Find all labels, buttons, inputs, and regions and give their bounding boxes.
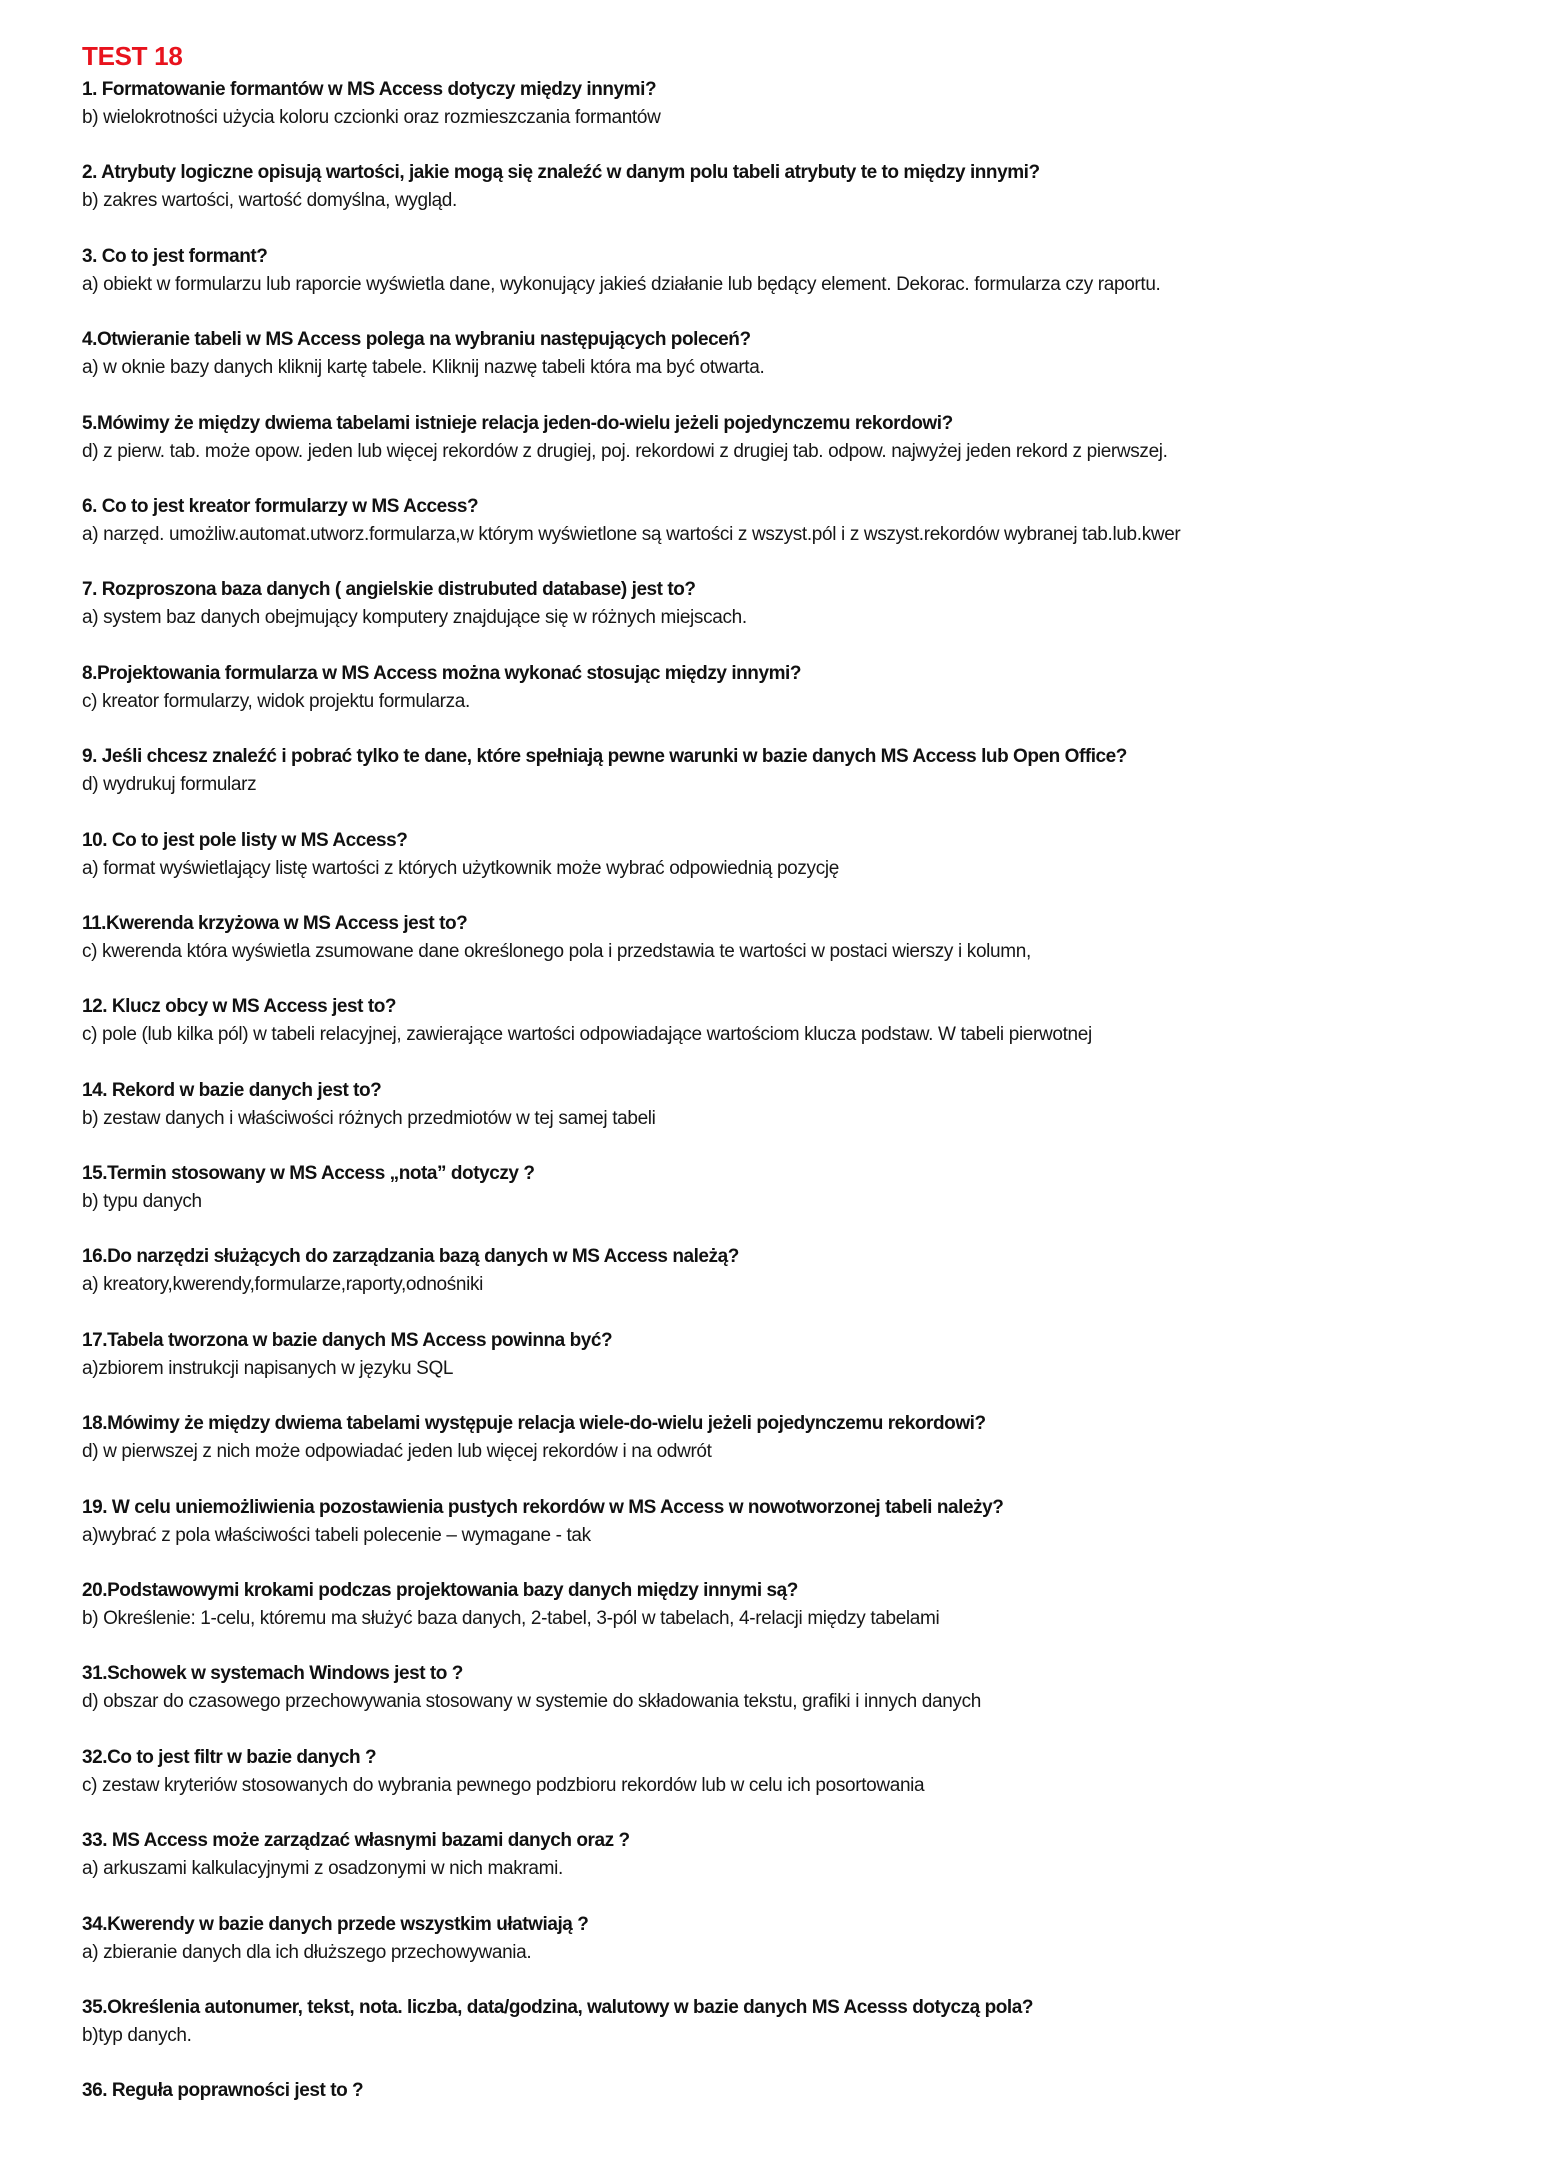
answer-text: a) arkuszami kalkulacyjnymi z osadzonymi w nich makrami. (82, 1858, 563, 1880)
question-text: 11.Kwerenda krzyżowa w MS Access jest to? (82, 912, 468, 934)
answer-text: a) kreatory,kwerendy,formularze,raporty,odnośniki (82, 1274, 484, 1296)
qa-item-18 (82, 1410, 1502, 1493)
answer-text: a) w oknie bazy danych kliknij kartę tabele. Kliknij nazwę tabeli która ma być otwarta. (82, 357, 765, 379)
question-text: 31.Schowek w systemach Windows jest to ? (82, 1663, 463, 1685)
qa-item-9 (82, 743, 1502, 826)
qa-item-19 (82, 1494, 1502, 1577)
question-text: 3. Co to jest formant? (82, 245, 268, 267)
qa-item-12 (82, 993, 1502, 1076)
qa-item-33 (82, 1827, 1502, 1910)
document-title: TEST 18 (82, 41, 183, 71)
qa-item-15 (82, 1160, 1502, 1243)
question-text: 9. Jeśli chcesz znaleźć i pobrać tylko te dane, które spełniają pewne warunki w bazie danych MS Access lub Open Office? (82, 746, 1127, 768)
question-text: 5.Mówimy że między dwiema tabelami istnieje relacja jeden-do-wielu jeżeli pojedynczemu rekordowi? (82, 412, 953, 434)
answer-text: d) w pierwszej z nich może odpowiadać jeden lub więcej rekordów i na odwrót (82, 1441, 712, 1463)
question-text: 6. Co to jest kreator formularzy w MS Access? (82, 495, 479, 517)
question-text: 10. Co to jest pole listy w MS Access? (82, 829, 408, 851)
question-text: 17.Tabela tworzona w bazie danych MS Access powinna być? (82, 1329, 613, 1351)
question-text: 18.Mówimy że między dwiema tabelami występuje relacja wiele-do-wielu jeżeli pojedynczemu rekordowi? (82, 1413, 986, 1435)
answer-text: a) obiekt w formularzu lub raporcie wyświetla dane, wykonujący jakieś działanie lub będący element. Dekorac. formularza czy raportu. (82, 273, 1161, 295)
answer-text: d) obszar do czasowego przechowywania stosowany w systemie do składowania tekstu, grafiki i innych danych (82, 1691, 981, 1713)
answer-text: d) z pierw. tab. może opow. jeden lub więcej rekordów z drugiej, poj. rekordowi z drugiej tab. odpow. najwyżej jeden rekord z pierwszej. (82, 440, 1168, 462)
answer-text: b) Określenie: 1-celu, któremu ma służyć baza danych, 2-tabel, 3-pól w tabelach, 4-relacji między tabelami (82, 1608, 940, 1630)
answer-text: d) wydrukuj formularz (82, 774, 257, 796)
question-text: 19. W celu uniemożliwienia pozostawienia pustych rekordów w MS Access w nowotworzonej tabeli należy? (82, 1496, 1004, 1518)
answer-text: b)typ danych. (82, 2024, 192, 2046)
qa-item-4 (82, 326, 1502, 409)
question-text: 7. Rozproszona baza danych ( angielskie distrubuted database) jest to? (82, 579, 696, 601)
question-list (82, 76, 1502, 2161)
question-text: 34.Kwerendy w bazie danych przede wszystkim ułatwiają ? (82, 1913, 589, 1935)
answer-text: c) kwerenda która wyświetla zsumowane dane określonego pola i przedstawia te wartości w postaci wierszy i kolumn, (82, 940, 1031, 962)
qa-item-35 (82, 1994, 1502, 2077)
qa-item-5 (82, 410, 1502, 493)
question-text: 14. Rekord w bazie danych jest to? (82, 1079, 382, 1101)
answer-text: a)zbiorem instrukcji napisanych w języku SQL (82, 1357, 454, 1379)
qa-item-36 (82, 2077, 1502, 2160)
answer-text: b) zakres wartości, wartość domyślna, wygląd. (82, 190, 457, 212)
qa-item-6 (82, 493, 1502, 576)
qa-item-8 (82, 660, 1502, 743)
answer-text: a) narzęd. umożliw.automat.utworz.formularza,w którym wyświetlone są wartości z wszyst.pól i z wszyst.rekordów wybranej tab.lub.kwer (82, 523, 1181, 545)
answer-text: c) kreator formularzy, widok projektu formularza. (82, 690, 470, 712)
qa-item-10 (82, 827, 1502, 910)
answer-text: a)wybrać z pola właściwości tabeli polecenie – wymagane - tak (82, 1524, 591, 1546)
question-text: 2. Atrybuty logiczne opisują wartości, jakie mogą się znaleźć w danym polu tabeli atrybuty te to między innymi? (82, 162, 1040, 184)
qa-item-32 (82, 1744, 1502, 1827)
qa-item-3 (82, 243, 1502, 326)
question-text: 1. Formatowanie formantów w MS Access dotyczy między innymi? (82, 79, 657, 100)
qa-item-31 (82, 1660, 1502, 1743)
question-text: 20.Podstawowymi krokami podczas projektowania bazy danych między innymi są? (82, 1580, 798, 1602)
qa-item-2 (82, 159, 1502, 242)
answer-text: b) zestaw danych i właściwości różnych przedmiotów w tej samej tabeli (82, 1107, 656, 1129)
question-text: 4.Otwieranie tabeli w MS Access polega na wybraniu następujących poleceń? (82, 329, 751, 351)
question-text: 32.Co to jest filtr w bazie danych ? (82, 1746, 377, 1768)
answer-text: a) zbieranie danych dla ich dłuższego przechowywania. (82, 1941, 532, 1963)
answer-text: a) system baz danych obejmujący komputery znajdujące się w różnych miejscach. (82, 607, 747, 629)
qa-item-14 (82, 1077, 1502, 1160)
qa-item-20 (82, 1577, 1502, 1660)
qa-item-34 (82, 1911, 1502, 1994)
question-text: 8.Projektowania formularza w MS Access można wykonać stosując między innymi? (82, 662, 801, 684)
answer-text: b) wielokrotności użycia koloru czcionki oraz rozmieszczania formantów (82, 107, 661, 128)
question-text: 16.Do narzędzi służących do zarządzania bazą danych w MS Access należą? (82, 1246, 739, 1268)
qa-item-1 (82, 76, 1502, 159)
answer-text: b) typu danych (82, 1191, 202, 1213)
answer-text: c) zestaw kryteriów stosowanych do wybrania pewnego podzbioru rekordów lub w celu ich posortowania (82, 1774, 925, 1796)
question-text: 35.Określenia autonumer, tekst, nota. liczba, data/godzina, walutowy w bazie danych MS Acesss dotyczą pola? (82, 1996, 1034, 2018)
answer-text: c) pole (lub kilka pól) w tabeli relacyjnej, zawierające wartości odpowiadające wartościom klucza podstaw. W tabeli pierwotnej (82, 1024, 1092, 1046)
question-text: 33. MS Access może zarządzać własnymi bazami danych oraz ? (82, 1830, 630, 1852)
qa-item-16 (82, 1243, 1502, 1326)
question-text: 12. Klucz obcy w MS Access jest to? (82, 996, 397, 1018)
answer-text: a) format wyświetlający listę wartości z których użytkownik może wybrać odpowiednią pozycję (82, 857, 839, 879)
qa-item-11 (82, 910, 1502, 993)
qa-item-17 (82, 1327, 1502, 1410)
question-text: 36. Reguła poprawności jest to ? (82, 2080, 364, 2102)
qa-item-7 (82, 576, 1502, 659)
question-text: 15.Termin stosowany w MS Access „nota” dotyczy ? (82, 1163, 535, 1185)
